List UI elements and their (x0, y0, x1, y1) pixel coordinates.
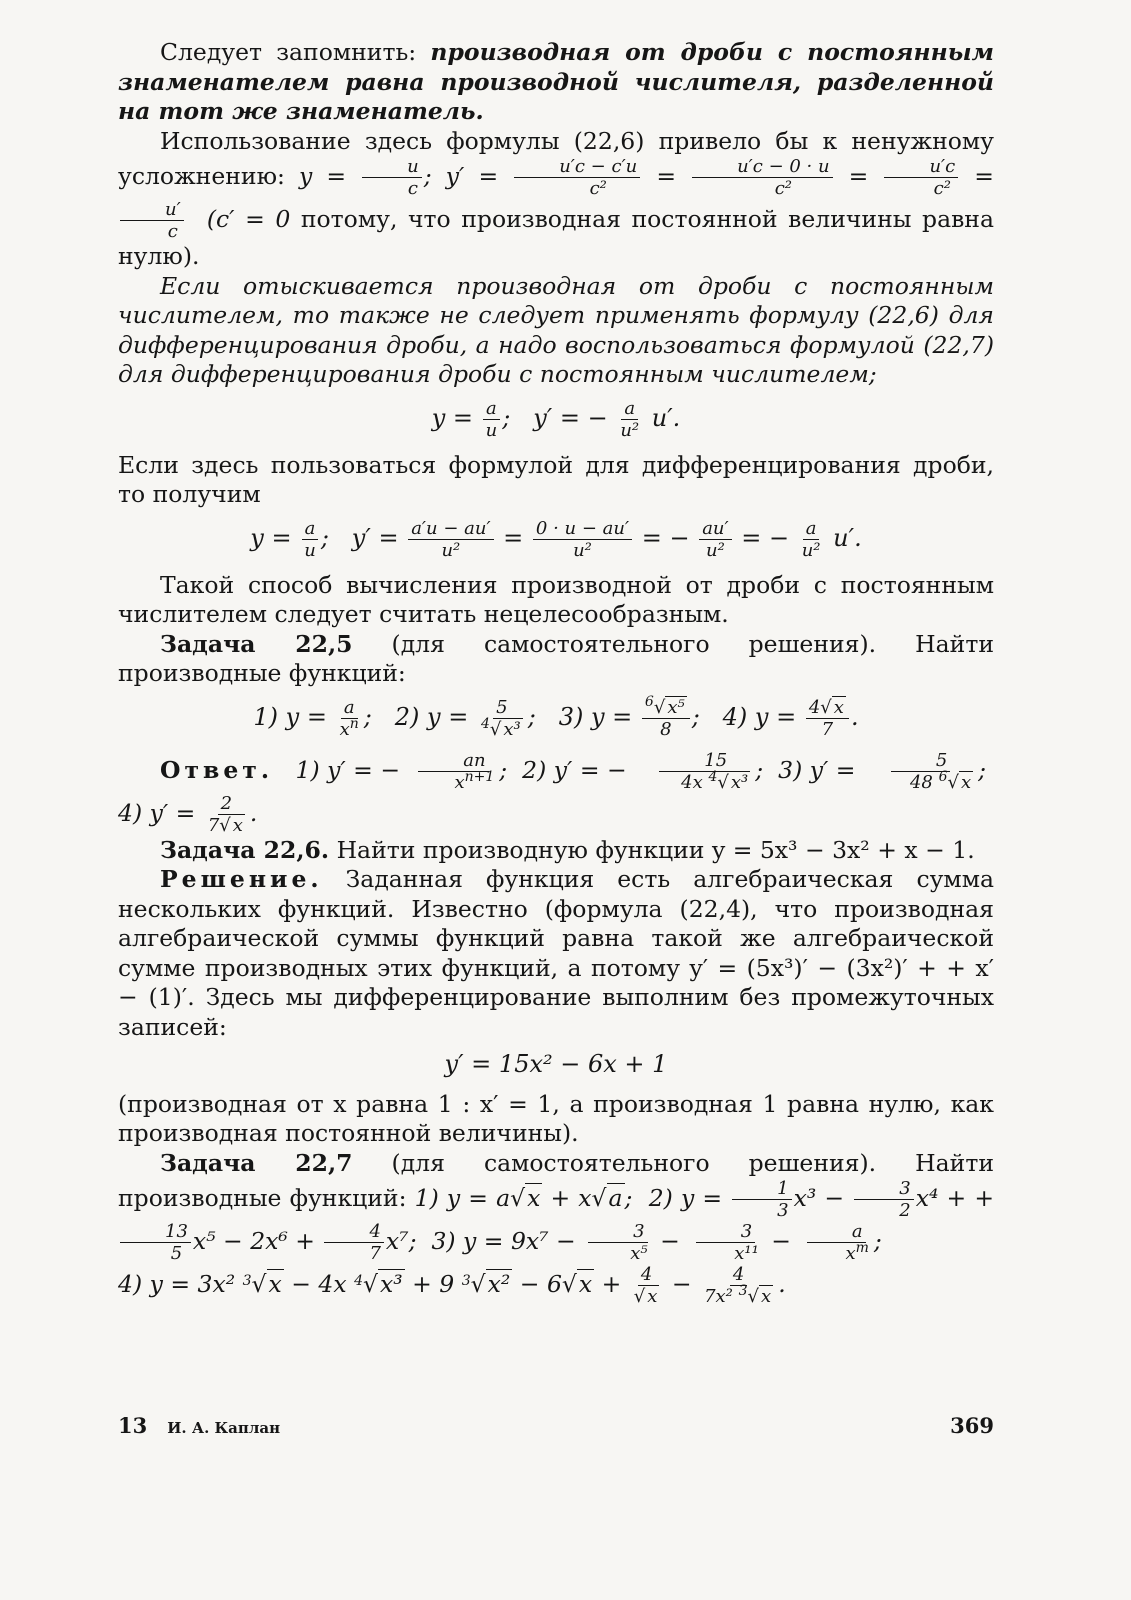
task-22-6 (118, 836, 994, 866)
page-body (118, 38, 994, 1307)
solution-text: Заданная функция есть алгебраическая сумма нескольких функций. Известно (формула (22,4), что производная алгебраической суммы функций равна такой же алгебраической сумме производных этих функций, а потому y′ = (5x³)′ − (3x²)′ + + x′ − (1)′. Здесь мы дифференцирование выполним без промежуточных записей: (118, 865, 994, 1041)
usage-tail: потому, что производная постоянной величины равна нулю). (118, 205, 994, 270)
task-22-7-item-4: 4) y = 3x² $^3$√x − 4x $^4$√x³ + 9 $^3$√x² − 6√x + $\frac{4}{√ x}$ − $\frac{4}{7x^2 ^3√ x}$ . (118, 1264, 786, 1307)
author-name: И. А. Каплан (167, 1419, 281, 1437)
answer-22-5-item-4: 4) y′ = $\frac{2}{7√ x}$ . (118, 792, 258, 836)
task-22-6-label: Задача 22,6. (160, 835, 330, 864)
paragraph-rule (118, 38, 994, 127)
task-22-5-functions: 1) y = $\frac{a}{x^n}$ ; 2) y = $\frac{5}{^4√ x^3}$ ; 3) y = $\frac{^6√ x^5}{8}$ ; 4) y = $\frac{4√ x}{7}$ . (253, 693, 859, 740)
page-number: 369 (950, 1413, 994, 1438)
answer-22-5: Ответ. 1) y′ = − $\frac{an}{x^{n+1}}$ ; 2) y′ = − $\frac{15}{4x ^4√ x^3}$ ; 3) y′ = $\frac{5}{48 ^6√ x}$ ; (160, 749, 987, 793)
solution-label: Решение. (160, 865, 323, 893)
task-22-5 (118, 630, 994, 689)
solution-22-6 (118, 865, 994, 1042)
answer-label: Ответ. (160, 755, 274, 784)
solution-equation: y′ = 15x² − 6x + 1 (444, 1050, 668, 1078)
page-footer (118, 1413, 994, 1438)
paragraph-formula-usage (118, 127, 994, 272)
solution-note: (производная от x равна 1 : x′ = 1, а производная 1 равна нулю, как производная постоянной величины). (118, 1089, 994, 1147)
rule-lead: Следует запомнить: (160, 38, 431, 66)
task-22-5-text: (для самостоятельного решения). Найти производные функций: (118, 629, 994, 687)
formula-constant-numerator: y = $\frac{a}{u}$ ; y′ = − $\frac{a}{\text{u²}}$ u′. (431, 397, 681, 441)
formula-quotient-rule: y = $\frac{a}{u}$ ; y′ = $\frac{a'u - au'}{\text{u²}}$ = $\frac{0 \cdot u - au'}{\text{u²}}$ = − $\frac{au'}{\text{u²}}$ = − $\frac{a}{\text{u²}}$ u′. (250, 517, 862, 561)
usage-text: Использование здесь формулы (22,6) привело бы к ненужному усложнению: (118, 126, 994, 190)
task-22-7-text: (для самостоятельного решения). Найти производные функций: (118, 1148, 994, 1212)
task-22-5-label: Задача 22,5 (160, 629, 353, 658)
rule-statement: производная от дроби с постоянным знаменателем равна производной числителя, разделенной на тот же знаменатель. (118, 38, 994, 125)
task-22-6-text: Найти производную функции y = 5x³ − 3x² + x − 1. (329, 835, 975, 864)
usage-formula: y = $\frac{u}{c}$ ; y′ = $\frac{u'c - c'u}{\text{c²}}$ = $\frac{u'c - 0 \cdot u}{\text{c²}}$ = $\frac{u'c}{\text{c²}}$ = $\frac{u'}{c}$ (c′ = 0 (118, 162, 994, 233)
task-22-7-label: Задача 22,7 (160, 1148, 353, 1177)
paragraph-if-using: Если здесь пользоваться формулой для дифференцирования дроби, то получим (118, 450, 994, 508)
task-22-7: Задача 22,7 (для самостоятельного решения). Найти производные функций: 1) y = a√x + x√a; 2) y = $\frac{1}{3}$ x³ − $\frac{3}{2}$ x⁴ + + $\frac{13}{5}$ x⁵ − 2x⁶ + $\frac{4}{7}$ x⁷; 3) y = 9x⁷ − $\frac{3}{\text{x⁵}}$ − $\frac{3}{\text{x¹¹}}$ − $\frac{a}{x^m}$ ; (118, 1148, 995, 1264)
paragraph-constant-numerator: Если отыскивается производная от дроби с постоянным числителем, то также не следует применять формулу (22,6) для дифференцирования дроби, а надо воспользоваться формулой (22,7) для дифференцирования дроби с постоянным числителем; (118, 271, 994, 388)
sheet-number: 13 (118, 1413, 148, 1438)
paragraph-inexpedient: Такой способ вычисления производной от дроби с постоянным числителем следует считать нецелесообразным. (118, 570, 994, 628)
